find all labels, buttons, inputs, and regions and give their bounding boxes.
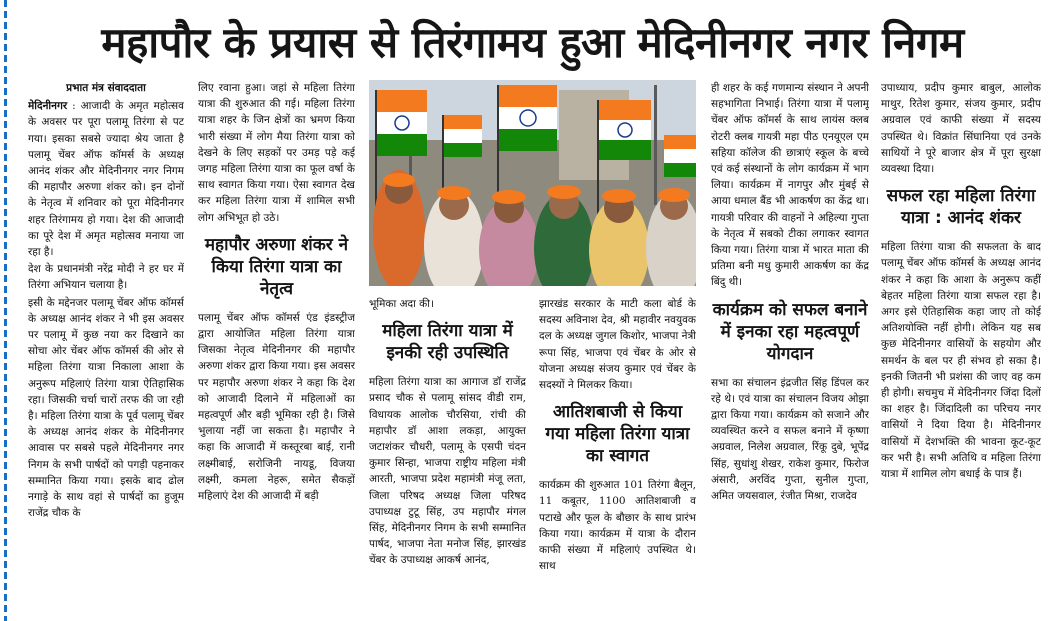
article-column-4 [539, 296, 696, 621]
rally-photo [369, 80, 696, 286]
article-column-1 [28, 80, 184, 621]
paragraph: झारखंड सरकार के माटी कला बोर्ड के सदस्य अविनाश देव, श्री महावीर नवयुवक दल के अध्यक्ष जुगल किशोर, भाजपा नेत्री रूपा सिंह, भाजपा एवं चेंबर के ओर से योजना अध्यक्ष संजय कुमार एवं चेंबर के सदस्यों ने मिलकर किया। [539, 298, 696, 392]
subheading: महिला तिरंगा यात्रा में इनकी रही उपस्थिति [382, 321, 513, 364]
paragraph: भूमिका अदा की। [369, 298, 434, 310]
subheading: कार्यक्रम को सफल बनाने में इनका रहा महत्वपूर्ण योगदान [712, 299, 868, 364]
paragraph: पलामू चेंबर ऑफ कॉमर्स एंड इंडस्ट्रीज द्वारा आयोजित महिला तिरंगा यात्रा जिसका नेतृत्व मेदिनीनगर की महापौर अरुणा शंकर द्वारा किया गया। इस अवसर पर महापौर अरुणा शंकर ने कहा कि देश को आजादी दिलाने में महिलाओं का महत्वपूर्ण और बड़ी भूमिका रही है। जिसे भुलाया नहीं जा सकता है। महापौर ने कहा कि आजादी में कस्तूरबा बाई, रानी लक्ष्मीबाई, सरोजिनी नायडू, विजया लक्ष्मी, कमला नेहरू, समेत सैकड़ों महिलाएं देश की आजादी में बड़ी [198, 311, 355, 503]
article-column-5 [711, 80, 869, 621]
paragraph: देश के प्रधानमंत्री नरेंद्र मोदी ने हर घर में तिरंगा अभियान चलाया है। [28, 263, 184, 292]
byline: प्रभात मंत्र संवाददाता [66, 82, 146, 94]
lead-text: : आजादी के अमृत महोत्सव के अवसर पर पूरा पलामू तिरंगा से पट गया। इसका सबसे ज्यादा श्रेय जाता है पलामू चेंबर ऑफ कॉमर्स के अध्यक्ष आनंद शंकर और मेदिनीनगर नगर निगम की महापौर अरुणा शंकर को। इन दोनों के नेतृत्व में शनिवार को पूरा मेदिनीनगर शहर तिरंगामय हो गया। देश की आजादी का पूरे देश में अमृत महोत्सव मनाया जा रहा है। [28, 100, 184, 259]
subheading: सफल रहा महिला तिरंगा यात्रा : आनंद शंकर [886, 186, 1036, 229]
subheading: महापौर अरुणा शंकर ने किया तिरंगा यात्रा का नेतृत्व [204, 234, 349, 299]
dateline: मेदिनीनगर [28, 100, 68, 113]
paragraph: सभा का संचालन इंद्रजीत सिंह डिंपल कर रहे थे। एवं यात्रा का संचालन विजय ओझा द्वारा किया गया। कार्यक्रम को सजाने और व्यवस्थित करने व सफल बनाने में कृष्णा अग्रवाल, निलेश अग्रवाल, रिंकू दुबे, भूपेंद्र सिंह, सुधांशु शेखर, राकेश कुमार, फिरोज अंसारी, अरविंद गुप्ता, सुनील गुप्ता, अमित जयसवाल, रंजीत मिश्रा, राजदेव [711, 376, 869, 503]
rally-photo-illustration [369, 80, 696, 286]
paragraph: महिला तिरंगा यात्रा की सफलता के बाद पलामू चेंबर ऑफ कॉमर्स के अध्यक्ष आनंद शंकर ने कहा कि आशा के अनुरूप कहीं बेहतर महिला तिरंगा यात्रा सफल रहा है। अगर इसे ऐतिहासिक कहा जाए तो कोई अतिशयोक्ति नहीं होगी। लेकिन यह सब कुछ मेदिनीनगर वासियों के सहयोग और समर्थन के बल पर ही संभव हो सका है। इनकी जितनी भी प्रशंसा की जाए वह कम ही होगी। सचमुच में मेदिनीनगर जिंदा दिलों का शहर है। जिंदादिली का परिचय नगर वासियों ने दिया दिया है। मेदिनीनगर वासियों में देशभक्ति की भावना कूट-कूट कर भरी है। सभी अतिथि व महिला तिरंगा यात्रा में शामिल लोग बधाई के पात्र हैं। [881, 241, 1041, 481]
paragraph: इसी के मद्देनजर पलामू चेंबर ऑफ कॉमर्स के अध्यक्ष आनंद शंकर ने भी इस अवसर पर पलामू में कुछ नया कर दिखाने का सोचा ओर चेंबर ऑफ कॉमर्स की ओर से महिला तिरंगा यात्रा निकाला आशा के अनुरूप महिलाएं तिरंगा यात्रा ऐतिहासिक रहा। जिसकी चर्चा चारों तरफ की जा रही है। महिला तिरंगा यात्रा के पूर्व पलामू चेंबर के अध्यक्ष आनंद शंकर के मेदिनीनगर आवास पर सबसे पहले मेदिनीनगर नगर निगम के सभी पार्षदों को पगड़ी पहनाकर सम्मानित किया गया। इसके बाद ढोल नगाड़े के साथ वहां से पार्षदों का हुजूम राजेंद्र चौक के [28, 296, 184, 520]
article-column-3 [369, 296, 526, 621]
paragraph: कार्यक्रम की शुरुआत 101 तिरंगा बैलून, 11 कबूतर, 1100 आतिशबाजी व पटाखे और फूल के बौछार के साथ प्रारंभ किया गया। कार्यक्रम में यात्रा के दौरान काफी संख्या में महिलाएं उपस्थित थे। साथ [539, 479, 696, 573]
paragraph: ही शहर के कई गणमान्य संस्थान ने अपनी सहभागिता निभाई। तिरंगा यात्रा में पलामू चेंबर ऑफ कॉमर्स के साथ लायंस क्लब रोटरी क्लब गायत्री महा पीठ एनयूएल एम सहिया कॉलेज की छात्राएं स्कूल के बच्चे एवं कई संस्थानों के लोग कार्यक्रम में भाग लिया। कार्यक्रम में नागपुर और मुंबई से आया धमाल बैंड भी आकर्षण का केंद्र था। गायत्री परिवार की वाहनों ने अहिल्या गुप्ता के नेतृत्व में सबको टीका लगाकर स्वागत किया गया। तिरंगा यात्रा में भारत माता की प्रतिमा बनी मधु कुमारी आकर्षण का केंद्र बिंदु थी। [711, 82, 869, 289]
main-headline: महापौर के प्रयास से तिरंगामय हुआ मेदिनीनगर नगर निगम [101, 18, 964, 67]
lead-paragraph [28, 98, 184, 260]
paragraph: लिए रवाना हुआ। जहां से महिला तिरंगा यात्रा की शुरुआत की गई। महिला तिरंगा यात्रा शहर के जिन क्षेत्रों का भ्रमण किया भारी संख्या में लोग मैया तिरंगा यात्रा को देखने के लिए सड़कों पर उमड़ पड़े कई जगह महिला तिरंगा यात्रा का फूल वर्षा के साथ स्वागत किया गया। ऐसा स्वागत देख कर महिला तिरंगा यात्रा में शामिल सभी लोग अभिभूत हो उठे। [198, 82, 355, 224]
paragraph: उपाध्याय, प्रदीप कुमार बाबुल, आलोक माथुर, रितेश कुमार, संजय कुमार, प्रदीप अग्रवाल एवं काफी संख्या में सदस्य उपस्थित थे। विक्रांत सिंघानिया एवं उनके साथियों ने पूरे बाजार क्षेत्र में पूरा सुरक्षा व्यवस्था दिया। [881, 82, 1041, 176]
column-rule-dashes [4, 0, 7, 621]
paragraph: महिला तिरंगा यात्रा का आगाज डॉ राजेंद्र प्रसाद चौक से पलामू सांसद वीडी राम, विधायक आलोक चौरसिया, रांची की महापौर डॉ आशा लकड़ा, आयुक्त जटाशंकर चौधरी, पलामू के एसपी चंदन कुमार सिन्हा, भाजपा राष्ट्रीय महिला मंत्री आरती, भाजपा प्रदेश महामंत्री मंजू लता, जिला परिषद अध्यक्ष जिला परिषद उपाध्यक्ष टुटू सिंह, उप महापौर मंगल सिंह, मेदिनीनगर निगम के सभी सम्मानित पार्षद, भाजपा नेता मनोज सिंह, झारखंड चेंबर के उपाध्यक्ष आकर्ष आनंद, [369, 376, 526, 567]
subheading: आतिशबाजी से किया गया महिला तिरंगा यात्रा का स्वागत [545, 402, 690, 467]
article-column-2 [198, 80, 355, 621]
article-column-6 [881, 80, 1041, 621]
